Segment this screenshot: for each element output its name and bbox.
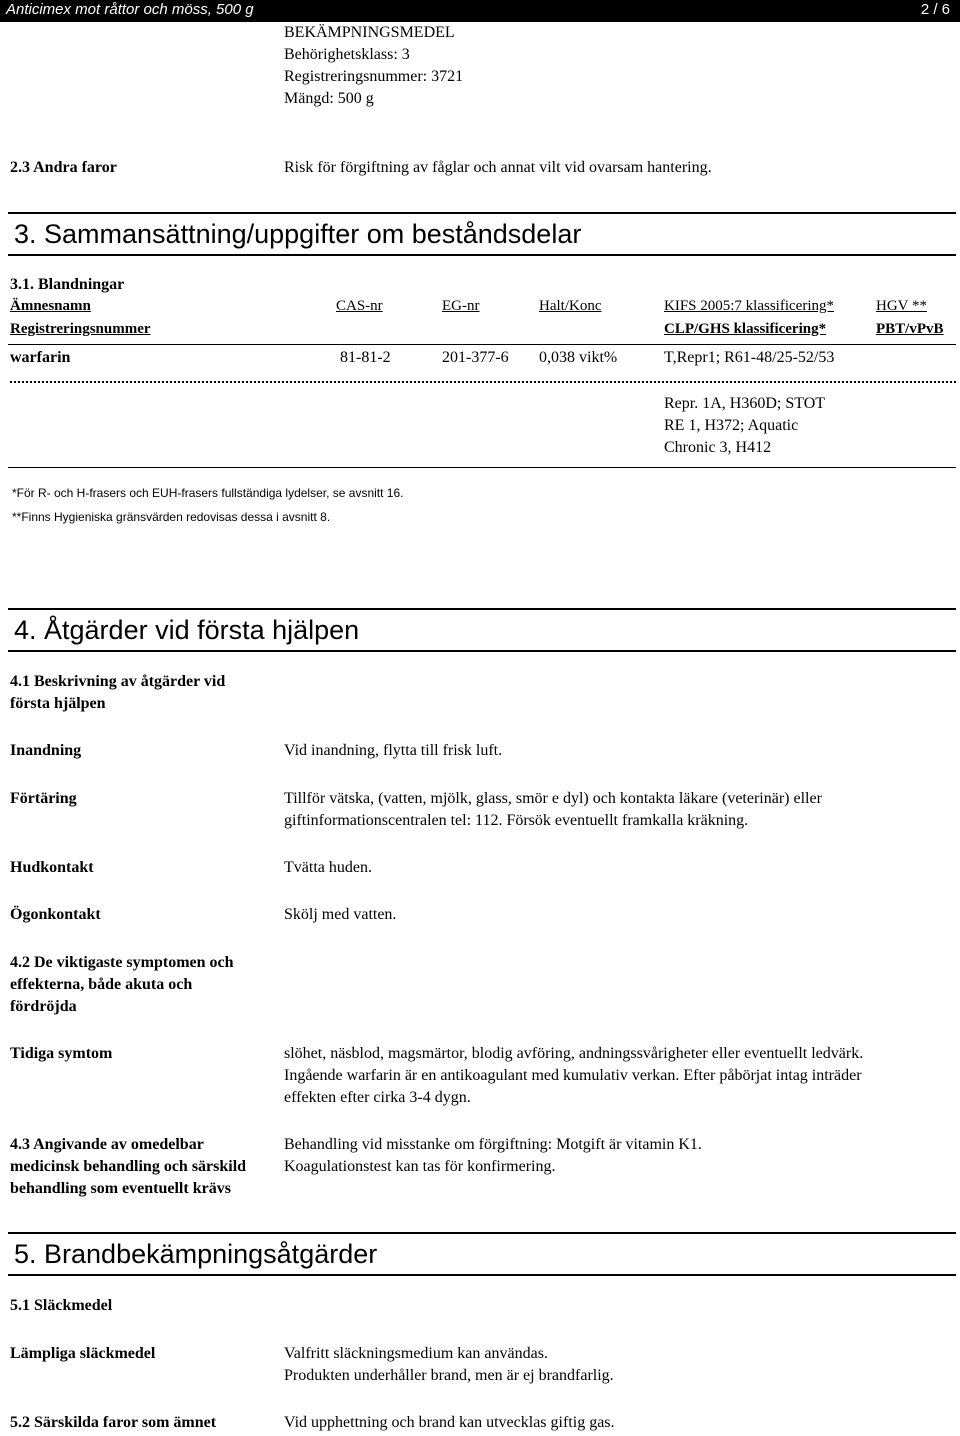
document-title: Anticimex mot råttor och möss, 500 g — [6, 1, 254, 18]
section-3-title: 3. Sammansättning/uppgifter om beståndsdelar — [14, 219, 582, 249]
th-kifs: KIFS 2005:7 klassificering* — [664, 298, 834, 314]
section-4-2-line-3: fördröjda — [10, 998, 77, 1015]
th-conc: Halt/Konc — [539, 298, 602, 314]
footnote-1: *För R- och H-frasers och EUH-frasers fullständiga lydelser, se avsnitt 16. — [12, 486, 404, 500]
dotted-divider — [10, 381, 956, 383]
table-header-divider — [8, 344, 956, 345]
th-registration-number: Registreringsnummer — [10, 321, 151, 337]
section-3-1-title: 3.1. Blandningar — [10, 276, 125, 293]
th-pbt: PBT/vPvB — [876, 321, 944, 337]
inhalation-text: Vid inandning, flytta till frisk luft. — [284, 742, 503, 759]
suitable-extinguisher-line-2: Produkten underhåller brand, men är ej brandfarlig. — [284, 1367, 614, 1384]
td-clp-line-3: Chronic 3, H412 — [664, 439, 772, 456]
ingestion-label: Förtäring — [10, 790, 77, 807]
th-eg: EG-nr — [442, 298, 480, 314]
suitable-extinguisher-line-1: Valfritt släckningsmedium kan användas. — [284, 1345, 548, 1362]
td-kifs: T,Repr1; R61-48/25-52/53 — [664, 349, 835, 366]
td-clp-line-1: Repr. 1A, H360D; STOT — [664, 395, 826, 412]
th-substance-name: Ämnesnamn — [10, 298, 91, 314]
section-4-heading — [8, 608, 956, 652]
section-4-1-line-1: 4.1 Beskrivning av åtgärder vid — [10, 673, 226, 690]
inhalation-label: Inandning — [10, 742, 82, 759]
early-symptoms-label: Tidiga symtom — [10, 1045, 113, 1062]
section-5-heading — [8, 1232, 956, 1276]
th-cas: CAS-nr — [336, 298, 383, 314]
eye-contact-text: Skölj med vatten. — [284, 906, 397, 923]
section-2-3-label: 2.3 Andra faror — [10, 159, 117, 176]
table-bottom-divider — [8, 467, 956, 468]
section-4-3-line-3: behandling som eventuellt krävs — [10, 1180, 231, 1197]
section-4-title: 4. Åtgärder vid första hjälpen — [14, 615, 360, 645]
early-symptoms-line-2: Ingående warfarin är en antikoagulant med kumulativ verkan. Efter påbörjat intag inträder — [284, 1067, 862, 1084]
ingestion-text-line-2: giftinformationscentralen tel: 112. Försök eventuellt framkalla kräkning. — [284, 812, 749, 829]
class-line-3: Registreringsnummer: 3721 — [284, 68, 464, 85]
skin-contact-text: Tvätta huden. — [284, 859, 372, 876]
section-5-1-title: 5.1 Släckmedel — [10, 1297, 113, 1314]
section-2-3-text: Risk för förgiftning av fåglar och annat vilt vid ovarsam hantering. — [284, 159, 712, 176]
td-conc: 0,038 vikt% — [539, 349, 618, 366]
section-4-2-line-2: effekterna, både akuta och — [10, 976, 193, 993]
section-4-3-line-2: medicinsk behandling och särskild — [10, 1158, 247, 1175]
section-3-heading — [8, 212, 956, 256]
section-5-2-text: Vid upphettning och brand kan utvecklas giftig gas. — [284, 1414, 615, 1431]
th-hgv: HGV ** — [876, 298, 927, 314]
page-header — [0, 0, 960, 22]
footnote-2: **Finns Hygieniska gränsvärden redovisas dessa i avsnitt 8. — [12, 510, 331, 524]
section-5-2-label: 5.2 Särskilda faror som ämnet — [10, 1414, 217, 1431]
ingestion-text-line-1: Tillför vätska, (vatten, mjölk, glass, smör e dyl) och kontakta läkare (veterinär) eller — [284, 790, 822, 807]
suitable-extinguisher-label: Lämpliga släckmedel — [10, 1345, 156, 1362]
section-4-3-line-1: 4.3 Angivande av omedelbar — [10, 1136, 204, 1153]
page-number: 2 / 6 — [920, 1, 950, 18]
early-symptoms-line-1: slöhet, näsblod, magsmärtor, blodig avföring, andningssvårigheter eller eventuellt ledvärk. — [284, 1045, 864, 1062]
class-line-1: BEKÄMPNINGSMEDEL — [284, 24, 455, 41]
section-4-3-text-1: Behandling vid misstanke om förgiftning: Motgift är vitamin K1. — [284, 1136, 702, 1153]
early-symptoms-line-3: effekten efter cirka 3-4 dygn. — [284, 1089, 471, 1106]
section-4-2-line-1: 4.2 De viktigaste symptomen och — [10, 954, 234, 971]
class-line-2: Behörighetsklass: 3 — [284, 46, 410, 63]
td-cas: 81-81-2 — [340, 349, 391, 366]
section-4-3-text-2: Koagulationstest kan tas för konfirmering. — [284, 1158, 556, 1175]
td-eg: 201-377-6 — [442, 349, 509, 366]
skin-contact-label: Hudkontakt — [10, 859, 94, 876]
td-substance-name: warfarin — [10, 349, 71, 366]
class-line-4: Mängd: 500 g — [284, 90, 374, 107]
td-clp-line-2: RE 1, H372; Aquatic — [664, 417, 799, 434]
th-clp: CLP/GHS klassificering* — [664, 321, 827, 337]
eye-contact-label: Ögonkontakt — [10, 906, 101, 923]
section-5-title: 5. Brandbekämpningsåtgärder — [14, 1239, 378, 1269]
section-4-1-line-2: första hjälpen — [10, 695, 106, 712]
